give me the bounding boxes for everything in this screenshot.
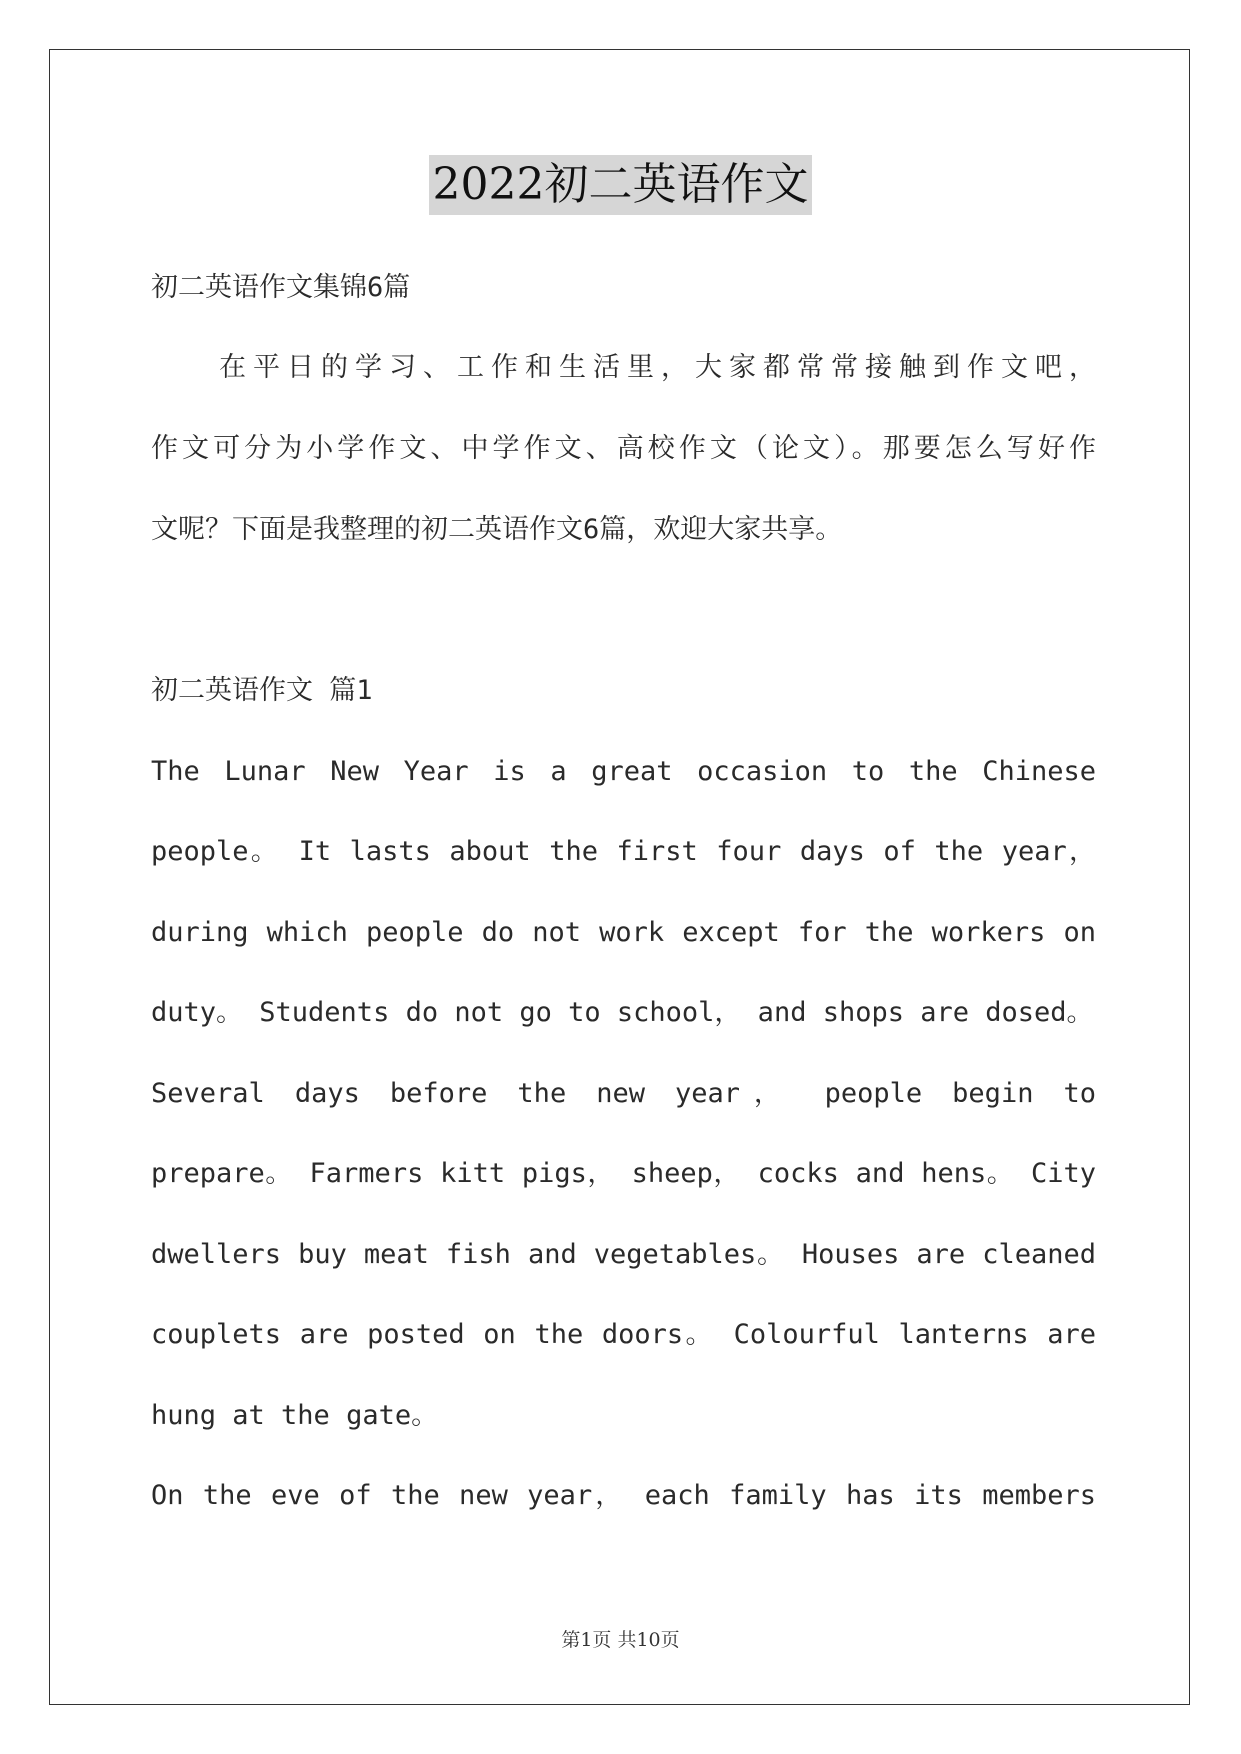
section-heading: 初二英语作文 篇1 bbox=[151, 675, 373, 706]
body-line-7: dwellers buy meat fish and vegetables。 Houses are cleaned bbox=[151, 1239, 1096, 1270]
body-line-3: during which people do not work except for the workers on bbox=[151, 917, 1096, 948]
subtitle: 初二英语作文集锦6篇 bbox=[151, 272, 411, 303]
body-line-6: prepare。 Farmers kitt pigs， sheep， cocks and hens。 City bbox=[151, 1158, 1096, 1189]
intro-line-2: 作文可分为小学作文、中学作文、高校作文（论文）。那要怎么写好作 bbox=[151, 433, 1096, 464]
document-title: 2022初二英语作文 bbox=[429, 155, 813, 215]
intro-line-1: 在平日的学习、工作和生活里，大家都常常接触到作文吧， bbox=[151, 352, 1096, 383]
body-line-8: couplets are posted on the doors。 Colourful lanterns are bbox=[151, 1319, 1096, 1350]
body-line-2: people。 It lasts about the first four days of the year， bbox=[151, 836, 1096, 867]
body-line-5: Several days before the new year， people begin to bbox=[151, 1078, 1096, 1109]
body-line-9: hung at the gate。 bbox=[151, 1400, 439, 1431]
title-container bbox=[0, 155, 1241, 215]
body-line-4: duty。 Students do not go to school， and shops are dosed。 bbox=[151, 997, 1094, 1028]
body-line-1: The Lunar New Year is a great occasion to the Chinese bbox=[151, 756, 1096, 787]
body-line-10: On the eve of the new year， each family has its members bbox=[151, 1480, 1096, 1511]
intro-line-3: 文呢？下面是我整理的初二英语作文6篇，欢迎大家共享。 bbox=[151, 514, 843, 545]
page-footer: 第1页 共10页 bbox=[561, 1629, 680, 1651]
